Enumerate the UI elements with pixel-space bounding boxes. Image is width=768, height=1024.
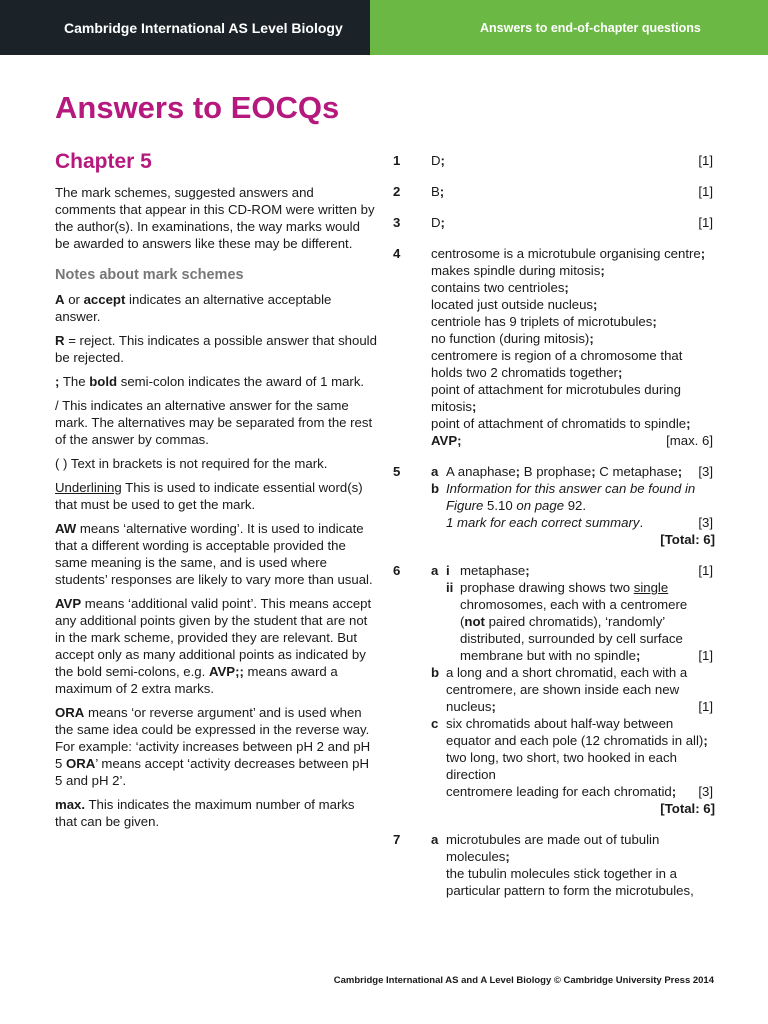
- mark: [3]: [698, 784, 713, 799]
- question-5: 5 a A anaphase; B prophase; C metaphase; [3] b Information for this answer can be found in Figure 5.10 on page 92. 1 mark for each correct summary. [3] [Total: 6]: [393, 464, 715, 547]
- mark: [1]: [698, 184, 713, 199]
- note-accept: A or accept indicates an alternative acceptable answer.: [55, 292, 332, 324]
- mark: [1]: [698, 563, 713, 578]
- note-aw: AW means ‘alternative wording’. It is used to indicate that a different wording is acceptable provided the same meaning is the same, and is used where students’ responses are likely to vary more than usual.: [55, 521, 373, 587]
- page-title: Answers to EOCQs: [55, 90, 340, 125]
- page-header: [0, 0, 768, 55]
- note-underlining: Underlining This is used to indicate essential word(s) that must be used to get the mark.: [55, 480, 363, 512]
- note-brackets: ( ) Text in brackets is not required for the mark.: [55, 456, 328, 471]
- question-1: 1 D; [1]: [393, 153, 713, 168]
- mark: [1]: [698, 153, 713, 168]
- notes-column: [55, 184, 377, 837]
- page-footer: Cambridge International AS and A Level Biology © Cambridge University Press 2014: [333, 975, 714, 986]
- total-mark: [Total: 6]: [660, 532, 715, 547]
- note-max: max. This indicates the maximum number of marks that can be given.: [55, 797, 355, 829]
- question-7: 7 a microtubules are made out of tubulin molecules; the tubulin molecules stick together in a particular pattern to form the microtubules,: [393, 832, 694, 898]
- question-3: 3 D; [1]: [393, 215, 713, 230]
- mark: [3]: [698, 464, 713, 479]
- header-book-title: Cambridge International AS Level Biology: [0, 0, 370, 55]
- notes-heading: Notes about mark schemes: [55, 267, 244, 283]
- note-semicolon: ; The bold semi-colon indicates the award of 1 mark.: [55, 374, 365, 389]
- question-2: 2 B; [1]: [393, 184, 713, 199]
- mark: [1]: [698, 215, 713, 230]
- total-mark: [Total: 6]: [660, 801, 715, 816]
- chapter-heading: Chapter 5: [55, 150, 152, 173]
- mark: [1]: [698, 699, 713, 714]
- question-6: 6 a i metaphase; [1] ii prophase drawing shows two single chromosomes, each with a centromere (not paired chromatids), ‘randomly’ distributed, surrounded by cell surface membrane but with no spindle; [1] b a long and a short chromatid, each with a centromere, are shown inside each new nucleus; [1] c six chromatids about half-way between equator and each pole (12 chromatids in all); two long, two short, two hooked in each direction centromere leading for each chromatid; [3] [Total: 6]: [393, 563, 715, 816]
- mark: [1]: [698, 648, 713, 663]
- note-reject: R = reject. This indicates a possible answer that should be rejected.: [55, 333, 377, 365]
- intro-paragraph: The mark schemes, suggested answers and comments that appear in this CD-ROM were written by the author(s). In examinations, the way marks would be awarded to answers like these may be different.: [55, 185, 375, 251]
- mark: [max. 6]: [666, 433, 713, 448]
- header-section-title: Answers to end-of-chapter questions: [370, 0, 768, 55]
- note-avp: AVP means ‘additional valid point’. This means accept any additional points given by the student that are not in the mark scheme, provided they are relevant. But accept only as many additional points as indicated by the bold semi-colons, e.g. AVP;; means award a maximum of 2 extra marks.: [55, 596, 372, 696]
- mark: [3]: [698, 515, 713, 530]
- question-4: 4 centrosome is a microtubule organising centre; makes spindle during mitosis; contains two centrioles; located just outside nucleus; centriole has 9 triplets of microtubules; no function (during mitosis); centromere is region of a chromosome that holds two 2 chromatids together; point of attachment for microtubules during mitosis; point of attachment of chromatids to spindle; AVP; [max. 6]: [393, 246, 713, 448]
- note-ora: ORA means ‘or reverse argument’ and is used when the same idea could be expressed in the reverse way. For example: ‘activity increases between pH 2 and pH 5 ORA’ means accept ‘activity decreases between pH 5 and pH 2’.: [55, 705, 371, 788]
- answers-column: [393, 152, 715, 899]
- note-slash: / This indicates an alternative answer for the same mark. The alternatives may be separated from the rest of the answer by commas.: [55, 398, 373, 447]
